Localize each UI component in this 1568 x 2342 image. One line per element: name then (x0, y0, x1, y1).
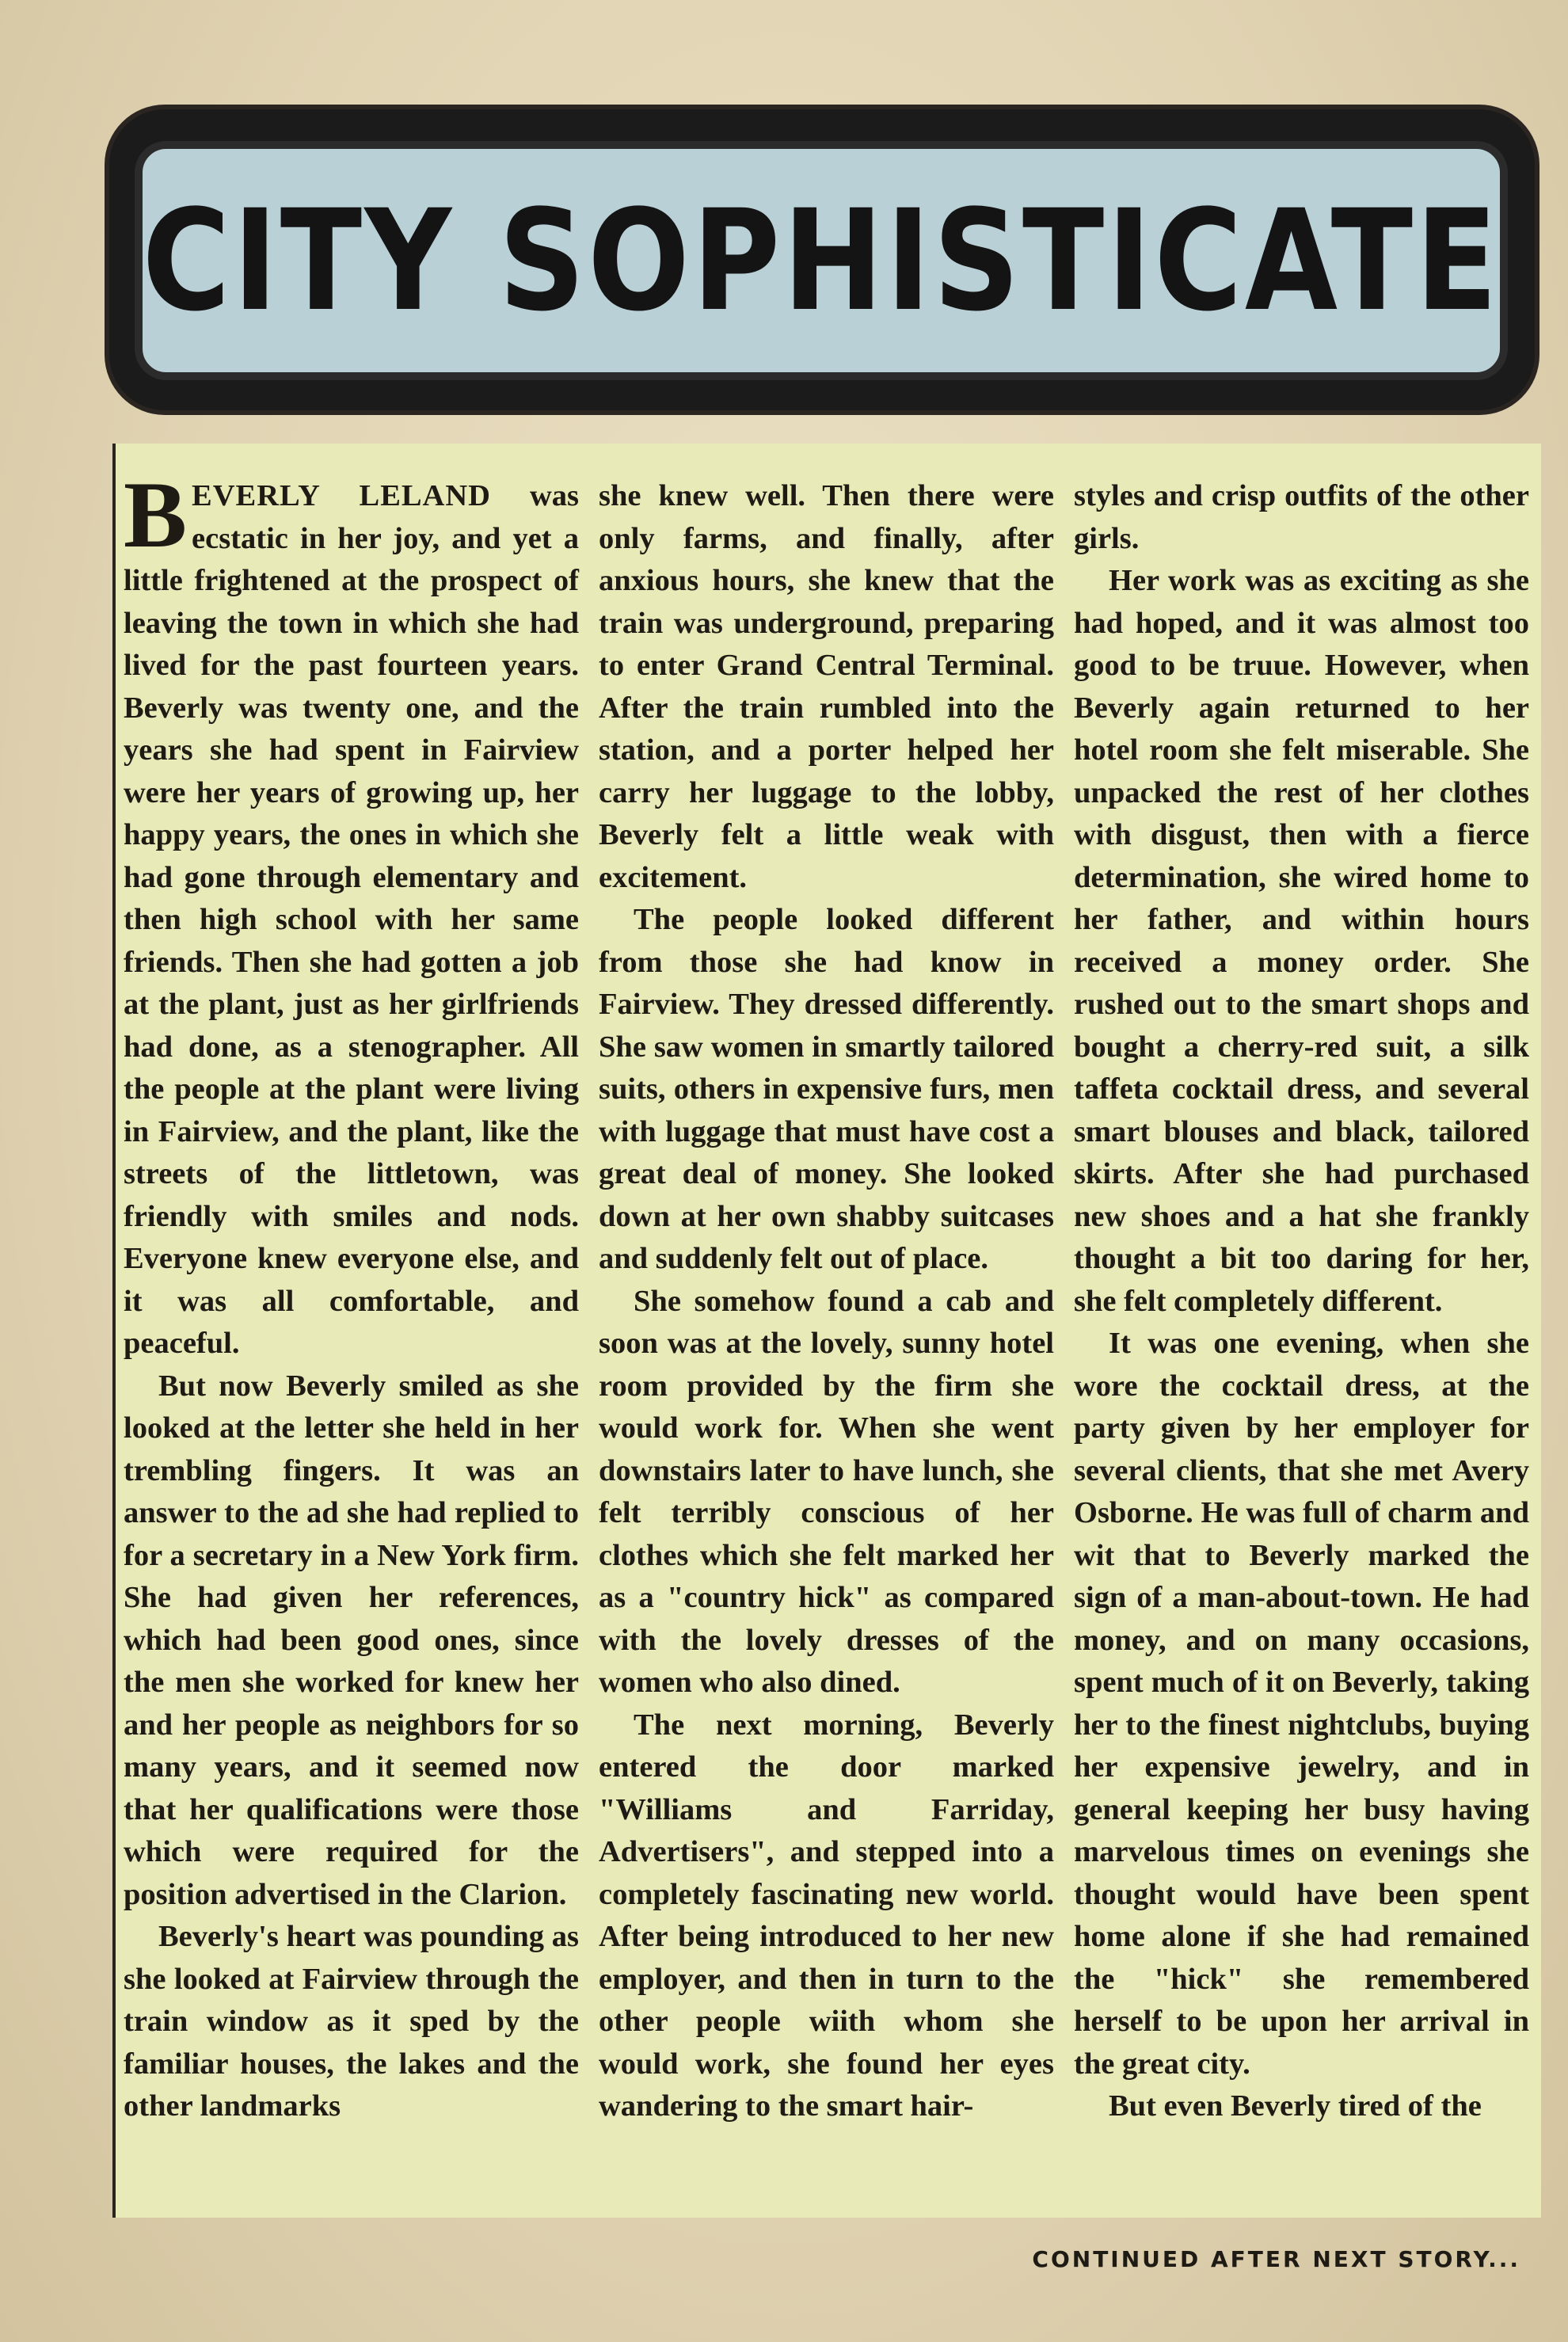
page-title: CITY SOPHISTICATE (142, 179, 1501, 342)
opening-name: EVERLY LELAND (192, 479, 491, 512)
story-body (112, 444, 1541, 2218)
paragraph: Beverly's heart was pounding as she looked at Fairview through the train window as it sped by the familiar houses, the lakes and the other landmarks (124, 1920, 579, 2123)
paragraph: she knew well. Then there were only farms, and finally, after anxious hours, she knew that the train was underground, preparing to enter Grand Central Terminal. After the train rumbled into the station, and a porter helped her carry her luggage to the lobby, Beverly felt a little weak with excitement. (599, 479, 1054, 894)
drop-cap: B (124, 462, 188, 567)
paragraph: She somehow found a cab and soon was at the lovely, sunny hotel room provided by the firm she would work for. When she went downstairs later to have lunch, she felt terribly conscious of her clothes which she felt marked her as a "country hick" as compared with the lovely dresses of the women who also dined. (599, 1284, 1054, 1699)
paragraph-text: was ecstatic in her joy, and yet a little frightened at the prospect of leaving the town in which she had lived for the past fourteen years. Beverly was twenty one, and the years she had spent in Fairview were her years of growing up, her happy years, the ones in which she had gone through elementary and then high school with her same friends. Then she had gotten a job at the plant, just as her girlfriends had done, as a stenographer. All the people at the plant were living in Fairview, and the plant, like the streets of the littletown, was friendly with smiles and nods. Everyone knew everyone else, and it was all comfortable, and peaceful. (124, 479, 579, 1360)
column-3 (1074, 475, 1529, 2128)
column-2 (599, 475, 1054, 2128)
column-1 (124, 462, 579, 2128)
paragraph: It was one evening, when she wore the cocktail dress, at the party given by her employer for several clients, that she met Avery Osborne. He was full of charm and wit that to Beverly marked the sign of a man-about-town. He had money, and on many occasions, spent much of it on Beverly, taking her to the finest nightclubs, buying her expensive jewelry, and in general keeping her busy having marvelous times on evenings she thought would have been spent home alone if she had remained the "hick" she remembered herself to be upon her arrival in the great city. (1074, 1327, 1529, 2081)
paragraph: The next morning, Beverly entered the door marked "Williams and Farriday, Advertisers", and stepped into a completely fascinating new world. After being introduced to her new employer, and then in turn to the other people wiith whom she would work, she found her eyes wandering to the smart hair- (599, 1708, 1054, 2123)
paragraph: styles and crisp outfits of the other girls. (1074, 479, 1529, 555)
paragraph: The people looked different from those she had know in Fairview. They dressed differently. She saw women in smartly tailored suits, others in expensive furs, men with luggage that must have cost a great deal of money. She looked down at her own shabby suitcases and suddenly felt out of place. (599, 903, 1054, 1275)
paragraph (124, 462, 579, 1365)
paragraph: But now Beverly smiled as she looked at the letter she held in her trembling fingers. It was an answer to the ad she had replied to for a secretary in a New York firm. She had given her references, which had been good ones, since the men she worked for knew her and her people as neighbors for so many years, and it seemed now that her qualifications were those which were required for the position advertised in the Clarion. (124, 1369, 579, 1911)
title-panel (135, 141, 1508, 380)
continued-note: CONTINUED AFTER NEXT STORY... (1032, 2246, 1520, 2272)
paragraph: Her work was as exciting as she had hoped, and it was almost too good to be truue. However, when Beverly again returned to her hotel room she felt miserable. She unpacked the rest of her clothes with disgust, then with a fierce determination, she wired home to her father, and within hours received a money order. She rushed out to the smart shops and bought a cherry-red suit, a silk taffeta cocktail dress, and several smart blouses and black, tailored skirts. After she had purchased new shoes and a hat she frankly thought a bit too daring for her, she felt completely different. (1074, 564, 1529, 1318)
paragraph: But even Beverly tired of the (1109, 2089, 1482, 2123)
